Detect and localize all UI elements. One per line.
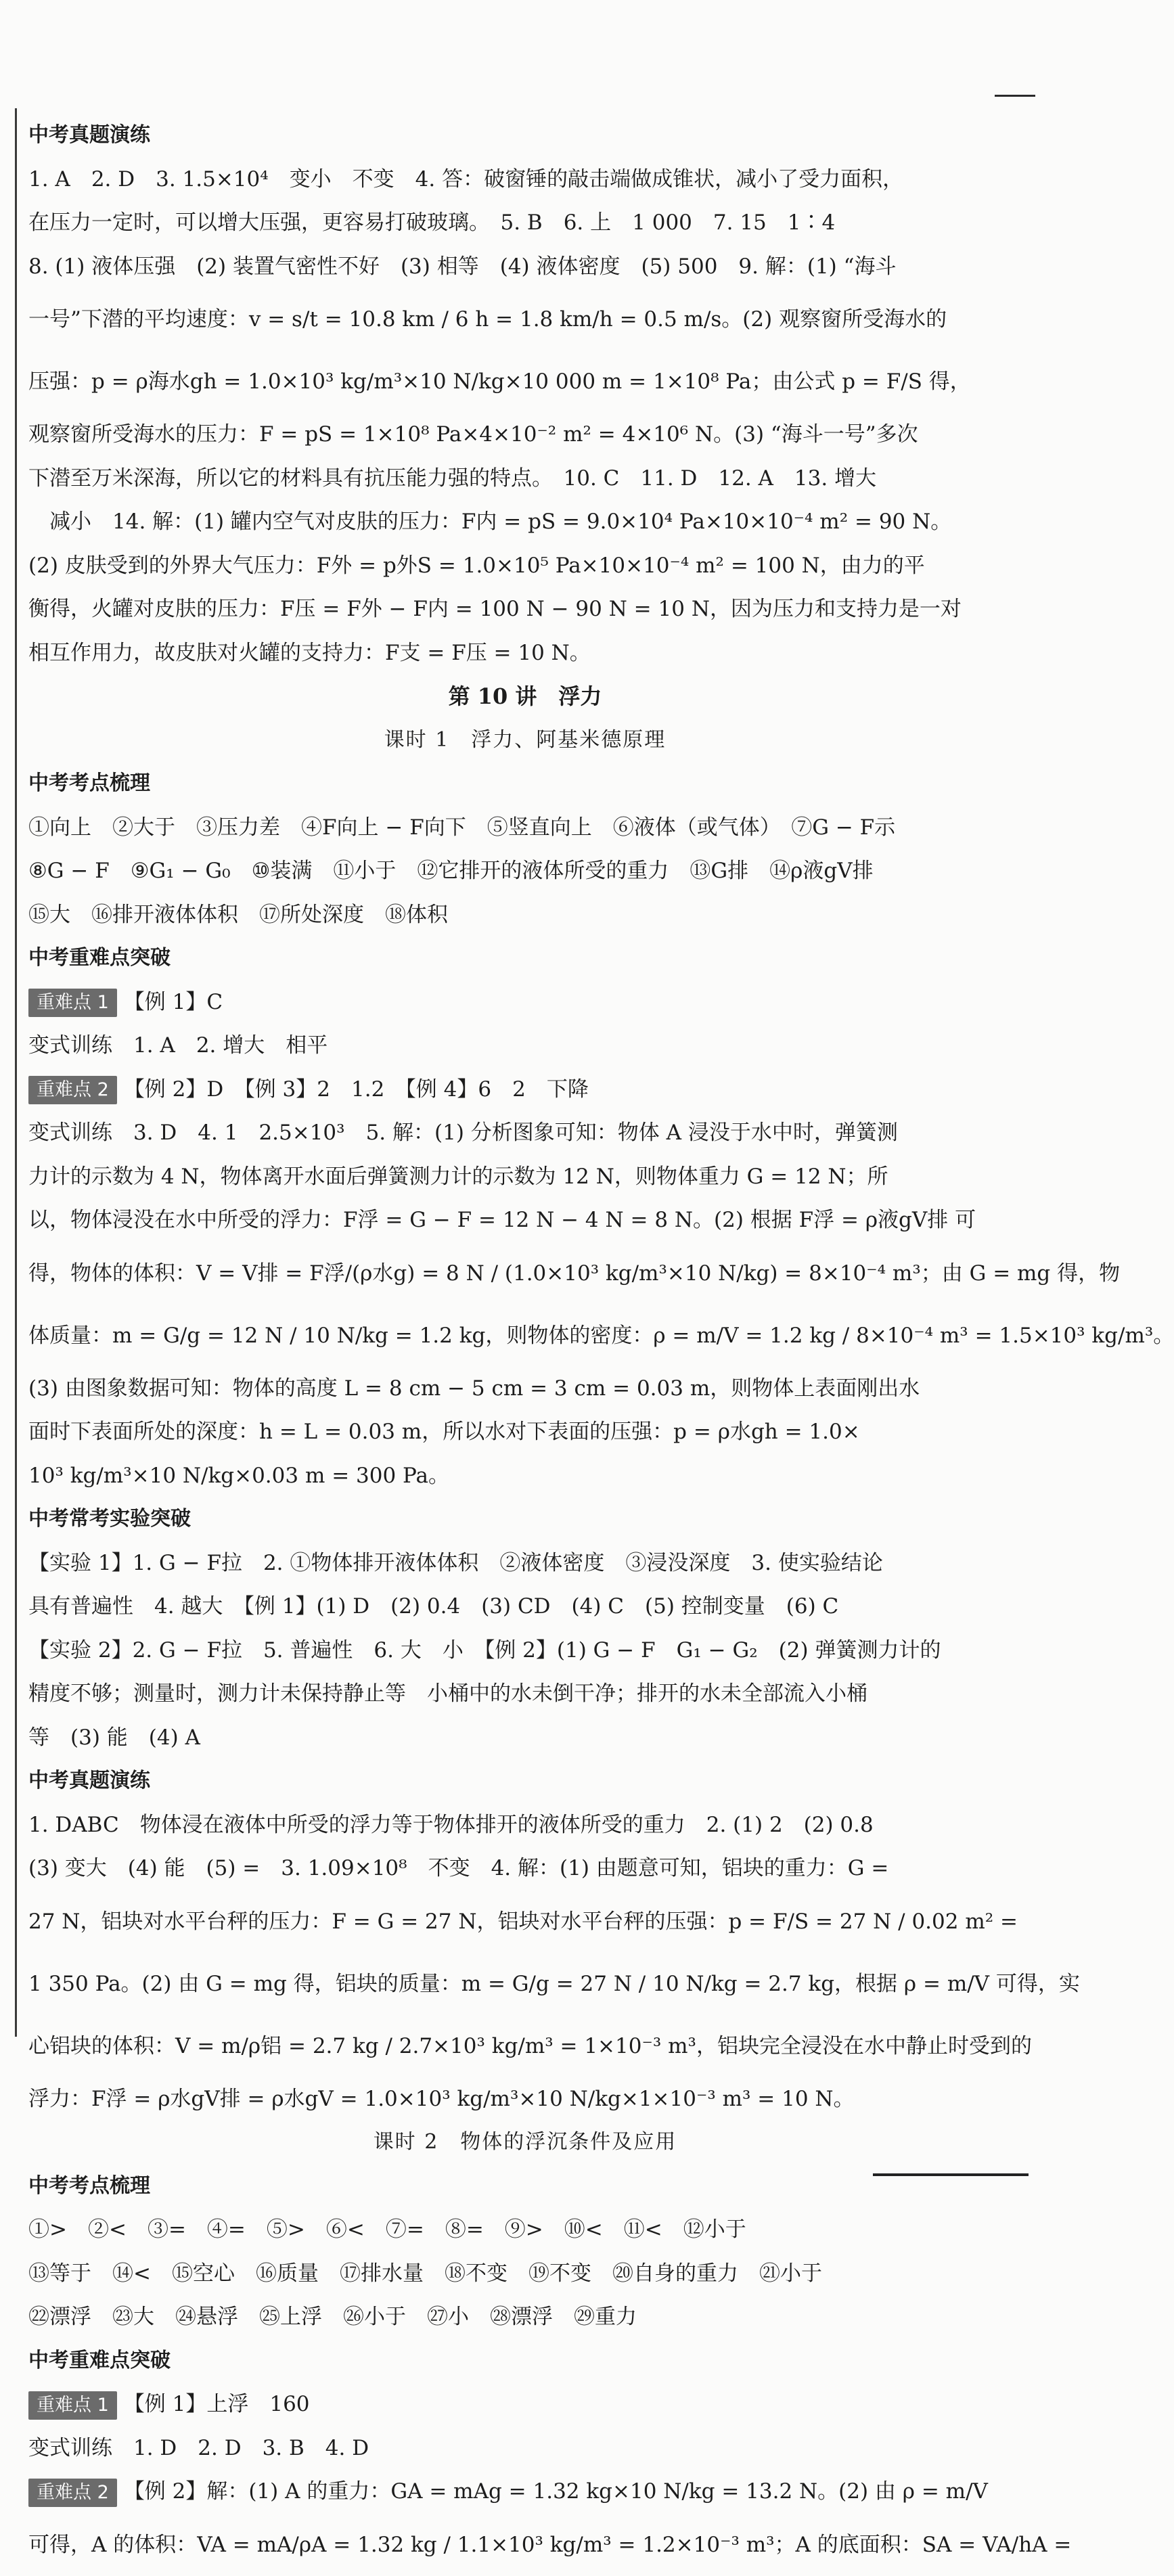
line-text: 得，物体的体积：V = V排 = F浮/(ρ水g) = 8 N / (1.0×10³ kg/m³×10 N/kg) = 8×10⁻⁴ m³；由 G = mg 得，物	[28, 1261, 1121, 1286]
line-text: ㉒漂浮 ㉓大 ㉔悬浮 ㉕上浮 ㉖小于 ㉗小 ㉘漂浮 ㉙重力	[28, 2305, 637, 2329]
section-heading	[28, 2339, 1022, 2383]
answer-line	[28, 544, 1022, 588]
line-text: 在压力一定时，可以增大压强，更容易打破玻璃。 5. B 6. 上 1 000 7. 15 1∶4	[28, 210, 836, 235]
answer-content	[28, 114, 1174, 2576]
answer-line	[28, 2252, 1022, 2296]
line-text: 中考真题演练	[28, 123, 150, 147]
answer-line	[28, 1242, 1121, 1305]
answer-line	[28, 2295, 1022, 2339]
line-text: 1. A 2. D 3. 1.5×10⁴ 变小 不变 4. 答：破窗锤的敲击端做成锥状，减小了受力面积，	[28, 166, 904, 191]
line-text: 【例 1】C	[123, 989, 223, 1014]
line-text: 观察窗所受海水的压力：F = pS = 1×10⁸ Pa×4×10⁻² m² = 4×10⁶ N。(3) “海斗一号”多次	[28, 422, 918, 447]
line-text: 一号”下潜的平均速度：v = s/t = 10.8 km / 6 h = 1.8 km/h = 0.5 m/s。(2) 观察窗所受海水的	[28, 307, 947, 332]
line-text: 中考考点梳理	[28, 771, 150, 795]
answer-line	[28, 2470, 1022, 2514]
answer-line	[28, 288, 1022, 351]
line-text: 10³ kg/m³×10 N/kg×0.03 m = 300 Pa。	[28, 1463, 449, 1488]
section-heading	[28, 1759, 1022, 1803]
answer-line	[28, 500, 1022, 544]
answer-line	[28, 1541, 1022, 1585]
section-heading	[28, 2165, 1022, 2209]
answer-line	[28, 849, 1022, 893]
line-text: 27 N，铝块对水平台秤的压力：F = G = 27 N，铝块对水平台秤的压强：p = F/S = 27 N / 0.02 m² =	[28, 1909, 1018, 1934]
line-text: 变式训练 1. D 2. D 3. B 4. D	[28, 2435, 369, 2460]
section-heading	[28, 936, 1022, 980]
line-text: 下潜至万米深海，所以它的材料具有抗压能力强的特点。 10. C 11. D 12. A 13. 增大	[28, 466, 877, 491]
key-point-badge: 重难点 1	[28, 989, 117, 1017]
line-text: 压强：p = ρ海水gh = 1.0×10³ kg/m³×10 N/kg×10 000 m = 1×10⁸ Pa；由公式 p = F/S 得，	[28, 369, 971, 394]
answer-line	[28, 245, 1022, 289]
line-text: 1. DABC 物体浸在液体中所受的浮力等于物体排开的液体所受的重力 2. (1) 2 (2) 0.8	[28, 1812, 874, 1837]
answer-line	[28, 2015, 1032, 2077]
answer-line	[28, 1198, 1022, 1242]
answer-line	[28, 806, 1022, 850]
answer-line	[28, 201, 1022, 245]
answer-line	[28, 1803, 1022, 1847]
line-text: (3) 变大 (4) 能 (5) = 3. 1.09×10⁸ 不变 4. 解：(1) 由题意可知，铝块的重力：G =	[28, 1856, 889, 1880]
line-text: ⑧G − F ⑨G₁ − G₀ ⑩装满 ⑪小于 ⑫它排开的液体所受的重力 ⑬G排 ⑭ρ液gV排	[28, 859, 874, 883]
line-text: (3) 由图象数据可知：物体的高度 L = 8 cm − 5 cm = 3 cm = 0.03 m，则物体上表面刚出水	[28, 1376, 920, 1401]
answer-line	[28, 2426, 1022, 2470]
section-heading	[28, 114, 1022, 158]
line-text: 课时 2 物体的浮沉条件及应用	[373, 2130, 677, 2154]
line-text: 【实验 2】2. G − F拉 5. 普遍性 6. 大 小 【例 2】(1) G − F G₁ − G₂ (2) 弹簧测力计的	[28, 1637, 941, 1663]
key-point-badge: 重难点 1	[28, 2391, 117, 2420]
line-text: 中考重难点突破	[28, 946, 171, 970]
answer-line	[28, 1454, 1022, 1498]
line-text: 减小 14. 解：(1) 罐内空气对皮肤的压力：F内 = pS = 9.0×10⁴ Pa×10×10⁻⁴ m² = 90 N。	[28, 510, 952, 534]
line-text: 1 350 Pa。(2) 由 G = mg 得，铝块的质量：m = G/g = 27 N / 10 N/kg = 2.7 kg，根据 ρ = m/V 可得，实	[28, 1971, 1080, 1996]
line-text: ⑮大 ⑯排开液体体积 ⑰所处深度 ⑱体积	[28, 902, 448, 927]
top-corner-mark	[995, 95, 1035, 97]
line-text: 课时 1 浮力、阿基米德原理	[384, 727, 667, 752]
key-point-badge: 重难点 2	[28, 1076, 117, 1104]
line-text: 心铝块的体积：V = m/ρ铝 = 2.7 kg / 2.7×10³ kg/m³ = 1×10⁻³ m³，铝块完全浸没在水中静止时受到的	[28, 2033, 1032, 2058]
answer-line	[28, 893, 1022, 937]
line-text: 具有普遍性 4. 越大 【例 1】(1) D (2) 0.4 (3) CD (4) C (5) 控制变量 (6) C	[28, 1594, 839, 1619]
line-text: ①> ②< ③= ④= ⑤> ⑥< ⑦= ⑧= ⑨> ⑩< ⑪< ⑫小于	[28, 2217, 746, 2242]
answer-line	[28, 2208, 1022, 2252]
answer-line	[28, 1111, 1022, 1155]
answer-line	[28, 413, 1022, 457]
line-text: 中考重难点突破	[28, 2348, 171, 2372]
answer-line	[28, 1716, 1022, 1760]
answer-line	[28, 1891, 1022, 1953]
key-point-badge: 重难点 2	[28, 2479, 117, 2507]
line-text: ①向上 ②大于 ③压力差 ④F向上 − F向下 ⑤竖直向上 ⑥液体（或气体） ⑦G − F示	[28, 815, 896, 840]
answer-line	[28, 1305, 1174, 1367]
answer-line	[28, 1847, 1022, 1891]
line-text: 【例 1】上浮 160	[123, 2392, 310, 2416]
line-text: 可得，A 的体积：VA = mA/ρA = 1.32 kg / 1.1×10³ kg/m³ = 1.2×10⁻³ m³；A 的底面积：SA = VA/hA =	[28, 2532, 1072, 2557]
line-text: (2) 皮肤受到的外界大气压力：F外 = p外S = 1.0×10⁵ Pa×10×10⁻⁴ m² = 100 N，由力的平	[28, 553, 925, 578]
line-text: 力计的示数为 4 N，物体离开水面后弹簧测力计的示数为 12 N，则物体重力 G = 12 N；所	[28, 1164, 888, 1189]
section-heading	[28, 1497, 1022, 1541]
answer-line	[28, 2514, 1072, 2576]
answer-line	[28, 631, 1022, 675]
line-text: ⑬等于 ⑭< ⑮空心 ⑯质量 ⑰排水量 ⑱不变 ⑲不变 ⑳自身的重力 ㉑小于	[28, 2261, 822, 2286]
line-text: 以，物体浸没在水中所受的浮力：F浮 = G − F = 12 N − 4 N = 8 N。(2) 根据 F浮 = ρ液gV排 可	[28, 1208, 976, 1232]
line-text: 【实验 1】1. G − F拉 2. ①物体排开液体体积 ②液体密度 ③浸没深度 3. 使实验结论	[28, 1550, 883, 1575]
line-text: 8. (1) 液体压强 (2) 装置气密性不好 (3) 相等 (4) 液体密度 (5) 500 9. 解：(1) “海斗	[28, 254, 897, 279]
line-text: 等 (3) 能 (4) A	[28, 1725, 200, 1750]
answer-line	[28, 1024, 1022, 1068]
left-margin-rule	[15, 108, 17, 2037]
line-text: 变式训练 3. D 4. 1 2.5×10³ 5. 解：(1) 分析图象可知：物体 A 浸没于水中时，弹簧测	[28, 1121, 898, 1145]
answer-line	[28, 1629, 1022, 1673]
line-text: 变式训练 1. A 2. 增大 相平	[28, 1033, 328, 1058]
line-text: 衡得，火罐对皮肤的压力：F压 = F外 − F内 = 100 N − 90 N = 10 N，因为压力和支持力是一对	[28, 597, 962, 621]
line-text: 面时下表面所处的深度：h = L = 0.03 m，所以水对下表面的压强：p = ρ水gh = 1.0×	[28, 1420, 860, 1444]
answer-line	[28, 1953, 1080, 2015]
answer-line	[28, 1155, 1022, 1199]
answer-line	[28, 158, 1022, 202]
line-text: 精度不够；测量时，测力计未保持静止等 小桶中的水未倒干净；排开的水未全部流入小桶	[28, 1681, 867, 1706]
answer-line	[28, 1585, 1022, 1629]
answer-line	[28, 587, 1022, 631]
section-heading	[28, 762, 1022, 806]
answer-line	[28, 2077, 1022, 2121]
answer-line	[28, 1068, 1022, 1112]
line-text: 相互作用力，故皮肤对火罐的支持力：F支 = F压 = 10 N。	[28, 640, 591, 665]
line-text: 【例 2】D 【例 3】2 1.2 【例 4】6 2 下降	[123, 1077, 589, 1102]
lesson-title	[28, 2121, 1022, 2165]
bottom-rule	[873, 2173, 1029, 2176]
lecture-title	[28, 675, 1022, 719]
line-text: 中考常考实验突破	[28, 1507, 191, 1531]
line-text: 中考考点梳理	[28, 2173, 150, 2198]
line-text: 体质量：m = G/g = 12 N / 10 N/kg = 1.2 kg，则物体的密度：ρ = m/V = 1.2 kg / 8×10⁻⁴ m³ = 1.5×10³ kg/m³。	[28, 1323, 1174, 1348]
answer-line	[28, 1410, 1022, 1454]
line-text: 第 10 讲 浮力	[448, 683, 602, 709]
answer-line	[28, 1672, 1022, 1716]
answer-line	[28, 1367, 1022, 1411]
answer-line	[28, 980, 1022, 1024]
line-text: 浮力：F浮 = ρ水gV排 = ρ水gV = 1.0×10³ kg/m³×10 N/kg×1×10⁻³ m³ = 10 N。	[28, 2086, 855, 2111]
answer-line	[28, 2382, 1022, 2426]
answer-line	[28, 351, 1022, 413]
line-text: 中考真题演练	[28, 1769, 150, 1792]
answer-line	[28, 457, 1022, 501]
line-text: 【例 2】解：(1) A 的重力：GA = mAg = 1.32 kg×10 N/kg = 13.2 N。(2) 由 ρ = m/V	[123, 2479, 988, 2504]
lesson-title	[28, 719, 1022, 763]
